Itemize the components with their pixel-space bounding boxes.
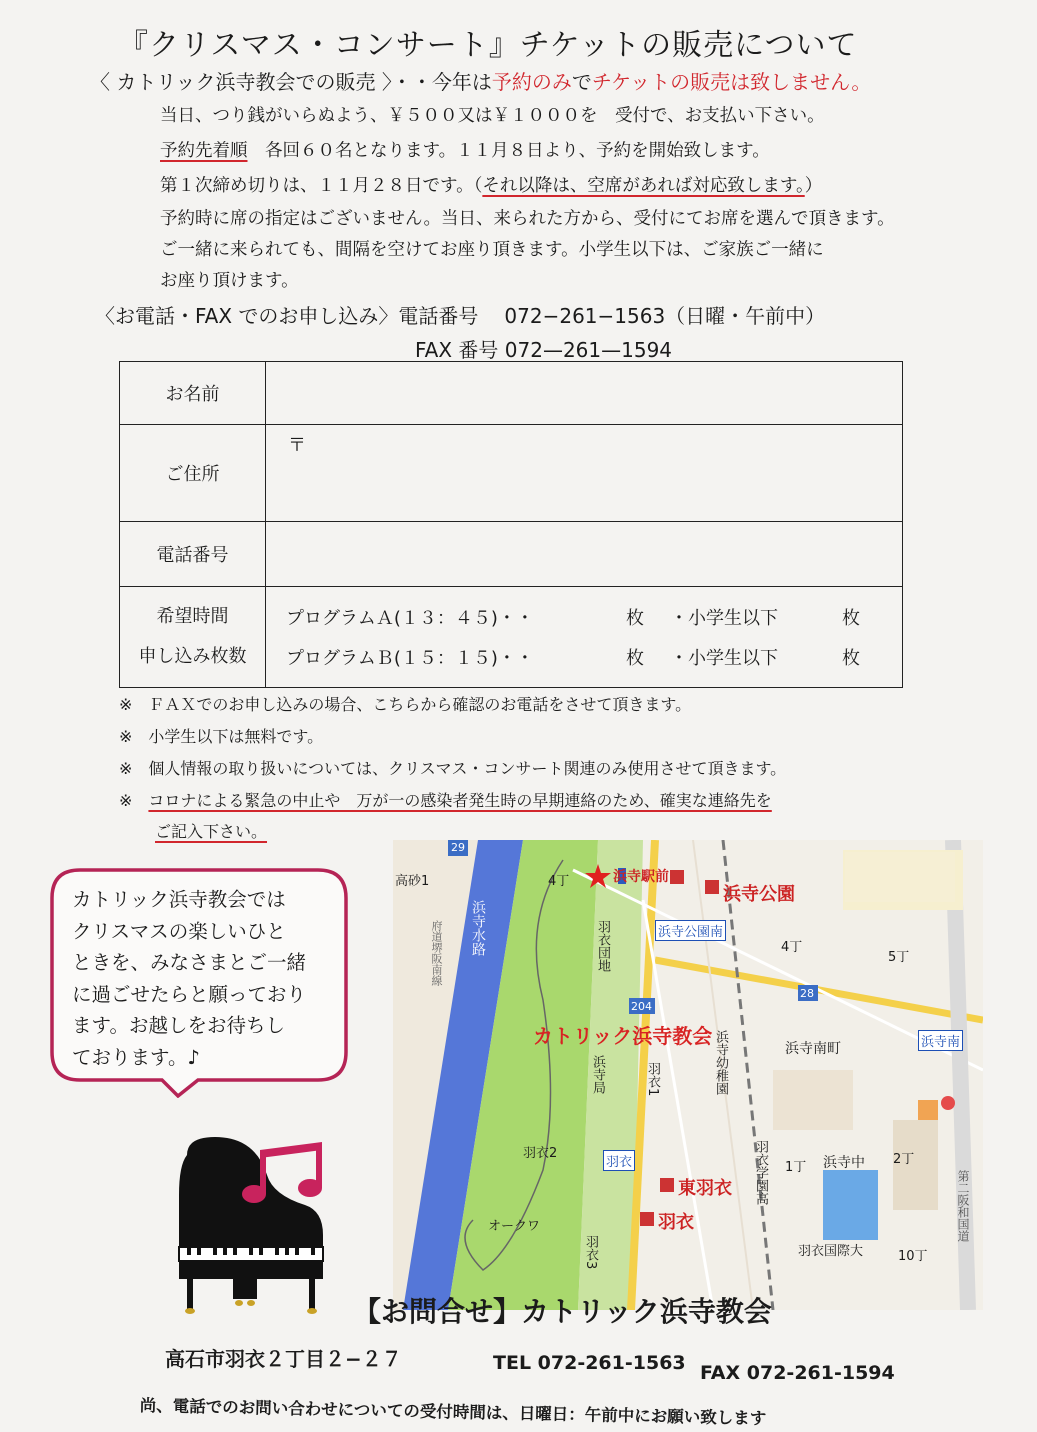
note-covid-mark: ※ <box>119 791 133 810</box>
fax-number: 072—261—1594 <box>504 338 673 362</box>
map-hagoromo-station: 羽衣 <box>658 1212 694 1233</box>
program-b-child-mai: 枚 <box>842 648 860 669</box>
map-5chome: 5丁 <box>888 950 910 965</box>
note-covid <box>119 788 772 811</box>
bubble-line: ときを、みなさまとご一緒 <box>72 951 307 974</box>
map-hagoromo-road: 羽衣 <box>603 1150 635 1171</box>
note-covid-text2: ご記入下さい。 <box>155 822 268 841</box>
map-10chome: 10丁 <box>898 1249 928 1264</box>
note-covid-text: コロナによる緊急の中止や 万が一の感染者発生時の早期連絡のため、確実な連絡先を <box>148 791 772 810</box>
program-a-child: ・小学生以下 <box>670 608 778 629</box>
map-hamadera-koen: 浜寺公園 <box>723 884 795 905</box>
map-blank-patch <box>845 852 955 902</box>
deadline-text: 第１次締め切りは、１１月２８日です。（ <box>160 176 483 196</box>
fax-label: FAX 番号 <box>415 338 499 362</box>
map-1chome: 1丁 <box>785 1160 807 1175</box>
map-kindergarten: 浜寺幼稚園 <box>713 1030 728 1095</box>
contact-fax: FAX 072-261-1594 <box>700 1362 895 1384</box>
program-a-child-mai: 枚 <box>842 608 860 629</box>
sale-heading <box>90 66 871 95</box>
map-hagoromo3: 羽衣3 <box>583 1235 598 1270</box>
map-post-office: 浜寺局 <box>590 1055 605 1094</box>
map-gakuen: 羽衣学園高 <box>753 1140 768 1205</box>
name-label: お名前 <box>120 362 266 425</box>
phone-number: 072−261−1563（日曜・午前中） <box>504 304 826 328</box>
program-field[interactable] <box>266 587 903 688</box>
program-b: プログラムＢ(１５：１５)・・ <box>286 648 534 669</box>
sale-line-reservation <box>160 137 770 162</box>
time-count-label <box>120 587 266 688</box>
program-b-child: ・小学生以下 <box>670 648 778 669</box>
program-a-row <box>286 597 902 637</box>
note-covid-cont <box>155 819 267 842</box>
contact-hours: 尚、電話でのお問い合わせについての受付時間は、日曜日：午前中にお願い致します <box>139 1395 767 1429</box>
map-hamadera-minami-station: 浜寺南 <box>918 1030 963 1051</box>
map-4chome-right: 4丁 <box>781 940 803 955</box>
program-a-mai: 枚 <box>626 608 644 629</box>
sale-heading-mid: で <box>571 70 592 94</box>
map-road-left: 府道堺阪南線 <box>430 920 443 986</box>
count-label: 申し込み枚数 <box>138 646 247 667</box>
map-hagoromo2: 羽衣2 <box>523 1146 558 1161</box>
contact-heading: 【お問合せ】カトリック浜寺教会 <box>353 1295 772 1328</box>
map-route-29: 29 <box>451 841 465 854</box>
address-label: ご住所 <box>120 425 266 522</box>
map-hanwa: 第二阪和国道 <box>956 1170 970 1242</box>
map-hamadera-ekimae: 浜寺駅前 <box>613 869 669 885</box>
map-hamadera-naka: 浜寺中 <box>823 1155 865 1171</box>
music-note-icon <box>230 1138 330 1208</box>
map-danchi: 羽衣団地 <box>595 920 610 972</box>
sale-heading-prefix: 〈 カトリック浜寺教会での販売 〉・・今年は <box>90 70 492 94</box>
sale-line-deadline <box>160 172 822 197</box>
bubble-line: カトリック浜寺教会では <box>72 888 286 911</box>
application-form <box>119 361 903 688</box>
program-b-row <box>286 637 902 677</box>
map-higashi-hagoromo: 東羽衣 <box>678 1178 732 1199</box>
bubble-line: クリスマスの楽しいひと <box>72 919 286 943</box>
note-free: ※ 小学生以下は無料です。 <box>119 727 324 746</box>
sale-heading-red2: チケットの販売は致しません。 <box>591 70 872 94</box>
map-church-label: カトリック浜寺教会 <box>533 1024 713 1048</box>
time-label: 希望時間 <box>156 606 229 627</box>
map-4chome-left: 4丁 <box>548 874 570 889</box>
map-route-28: 28 <box>800 987 814 1000</box>
sale-line-children: お座り頂けます。 <box>160 271 299 291</box>
map-2chome: 2丁 <box>893 1152 915 1167</box>
name-field[interactable] <box>266 362 903 425</box>
first-come-text: 予約先着順 <box>160 141 248 161</box>
deadline-note: それ以降は、空席があれば対応致します。 <box>482 176 805 196</box>
phone-line <box>95 300 825 329</box>
area-map <box>393 840 983 1310</box>
fax-line <box>415 334 672 363</box>
sale-line-seating: 予約時に席の指定はございません。当日、来られた方から、受付にてお席を選んで頂きます。 <box>160 209 895 229</box>
map-takasago: 高砂1 <box>395 874 430 889</box>
map-kokusai: 羽衣国際大 <box>798 1244 864 1259</box>
phone-label: 〈お電話・FAX でのお申し込み〉電話番号 <box>95 304 479 328</box>
note-privacy: ※ 個人情報の取り扱いについては、クリスマス・コンサート関連のみ使用させて頂きます。 <box>119 759 787 778</box>
deadline-end: ） <box>804 176 823 196</box>
page-title: 『クリスマス・コンサート』チケットの販売について <box>118 28 858 63</box>
sale-line-payment: 当日、つり銭がいらぬよう、￥５００又は￥１０００を 受付で、お支払い下さい。 <box>160 106 825 126</box>
contact-address: 高石市羽衣２丁目２−２７ <box>165 1347 402 1371</box>
sale-line-spacing: ご一緒に来られても、間隔を空けてお座り頂きます。小学生以下は、ご家族ご一緒に <box>160 240 824 260</box>
program-a: プログラムＡ(１３：４５)・・ <box>286 608 534 629</box>
bubble-message <box>72 884 342 1073</box>
address-field[interactable] <box>266 425 903 522</box>
bubble-line: に過ごせたらと願っており <box>72 982 307 1006</box>
contact-tel: TEL 072-261-1563 <box>493 1352 686 1374</box>
bubble-line: ます。お越しをお待ちし <box>72 1014 285 1037</box>
postal-mark: 〒 <box>288 435 306 456</box>
map-okuwa: オークワ <box>488 1219 541 1234</box>
program-b-mai: 枚 <box>626 648 644 669</box>
map-hagoromo1: 羽衣1 <box>645 1062 660 1097</box>
map-hamadera-koen-minami: 浜寺公園南 <box>655 920 726 941</box>
phone-field-label: 電話番号 <box>120 522 266 587</box>
phone-field[interactable] <box>266 522 903 587</box>
sale-heading-red1: 予約のみ <box>491 70 572 94</box>
sale-line-reservation-rest: 各回６０名となります。１１月８日より、予約を開始致します。 <box>247 141 770 161</box>
note-fax: ※ ＦＡＸでのお申し込みの場合、こちらから確認のお電話をさせて頂きます。 <box>119 695 692 714</box>
map-hamadera-minamimachi: 浜寺南町 <box>785 1041 841 1057</box>
map-suiro: 浜寺水路 <box>470 900 486 956</box>
map-route-204: 204 <box>631 1000 652 1013</box>
bubble-line: ております。♪ <box>72 1045 200 1069</box>
